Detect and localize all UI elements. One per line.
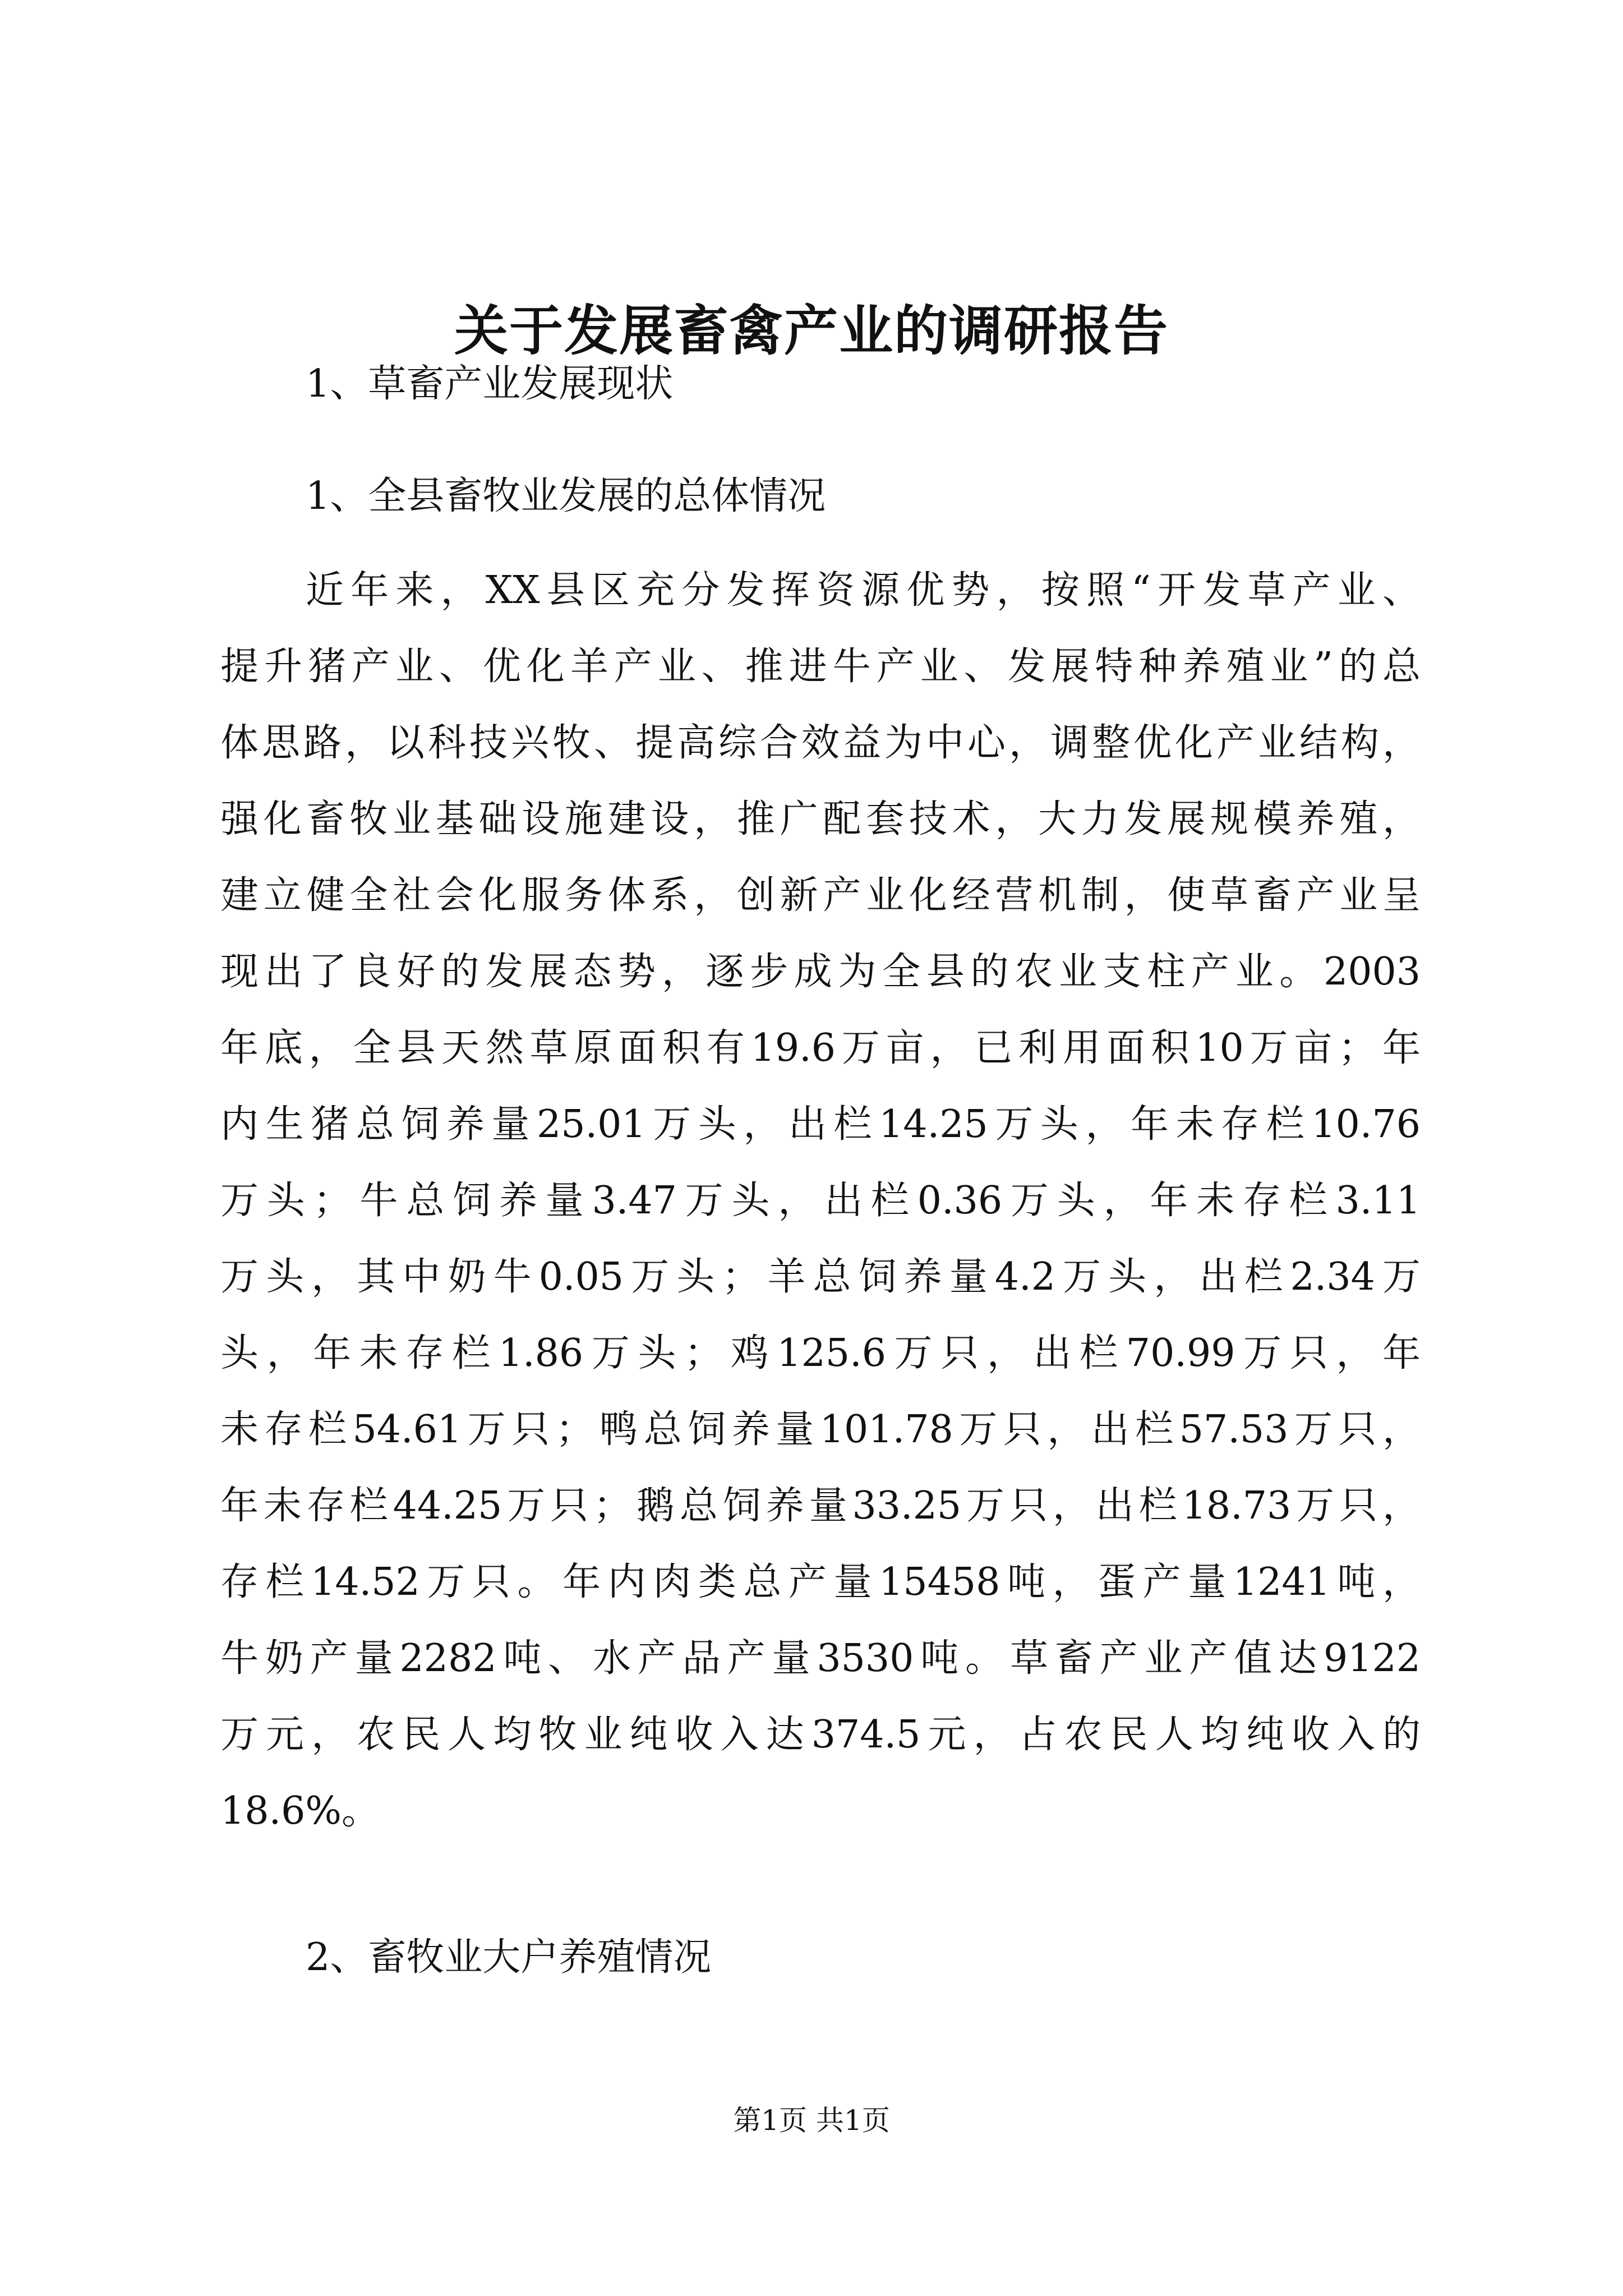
section-heading: 1、草畜产业发展现状 <box>306 362 674 406</box>
paragraph-line: 建立健全社会化服务体系，创新产业化经营机制，使草畜产业呈 <box>220 873 1421 918</box>
paragraph-line: 内生猪总饲养量25.01万头，出栏14.25万头，年未存栏10.76 <box>220 1102 1421 1147</box>
page-footer: 第1页 共1页 <box>733 2104 890 2137</box>
paragraph-line: 提升猪产业、优化羊产业、推进牛产业、发展特种养殖业”的总 <box>220 645 1421 689</box>
body-paragraph <box>220 553 1421 1849</box>
paragraph-line: 近年来，XX县区充分发挥资源优势，按照“开发草产业、 <box>306 568 1421 613</box>
paragraph-line: 强化畜牧业基础设施建设，推广配套技术，大力发展规模养殖， <box>220 797 1421 841</box>
paragraph-line: 万元，农民人均牧业纯收入达374.5元，占农民人均纯收入的 <box>220 1713 1421 1757</box>
paragraph-line: 牛奶产量2282吨、水产品产量3530吨。草畜产业产值达9122 <box>220 1636 1421 1681</box>
paragraph-line: 头，年未存栏1.86万头；鸡125.6万只，出栏70.99万只，年 <box>220 1331 1421 1375</box>
paragraph-line: 年未存栏44.25万只；鹅总饲养量33.25万只，出栏18.73万只， <box>220 1484 1421 1528</box>
paragraph-line: 体思路，以科技兴牧、提高综合效益为中心，调整优化产业结构， <box>220 721 1421 765</box>
paragraph-line: 现出了良好的发展态势，逐步成为全县的农业支柱产业。2003 <box>220 950 1421 994</box>
paragraph-line: 万头，其中奶牛0.05万头；羊总饲养量4.2万头，出栏2.34万 <box>220 1255 1421 1299</box>
document-title: 关于发展畜禽产业的调研报告 <box>454 299 1169 362</box>
paragraph-line: 18.6%。 <box>220 1789 380 1833</box>
subsection-heading: 2、畜牧业大户养殖情况 <box>306 1935 712 1980</box>
paragraph-line: 存栏14.52万只。年内肉类总产量15458吨，蛋产量1241吨， <box>220 1560 1421 1604</box>
paragraph-line: 未存栏54.61万只；鸭总饲养量101.78万只，出栏57.53万只， <box>220 1407 1421 1452</box>
paragraph-line: 万头；牛总饲养量3.47万头，出栏0.36万头，年未存栏3.11 <box>220 1179 1421 1223</box>
subsection-heading: 1、全县畜牧业发展的总体情况 <box>306 474 826 518</box>
paragraph-line: 年底，全县天然草原面积有19.6万亩，已利用面积10万亩；年 <box>220 1026 1421 1070</box>
